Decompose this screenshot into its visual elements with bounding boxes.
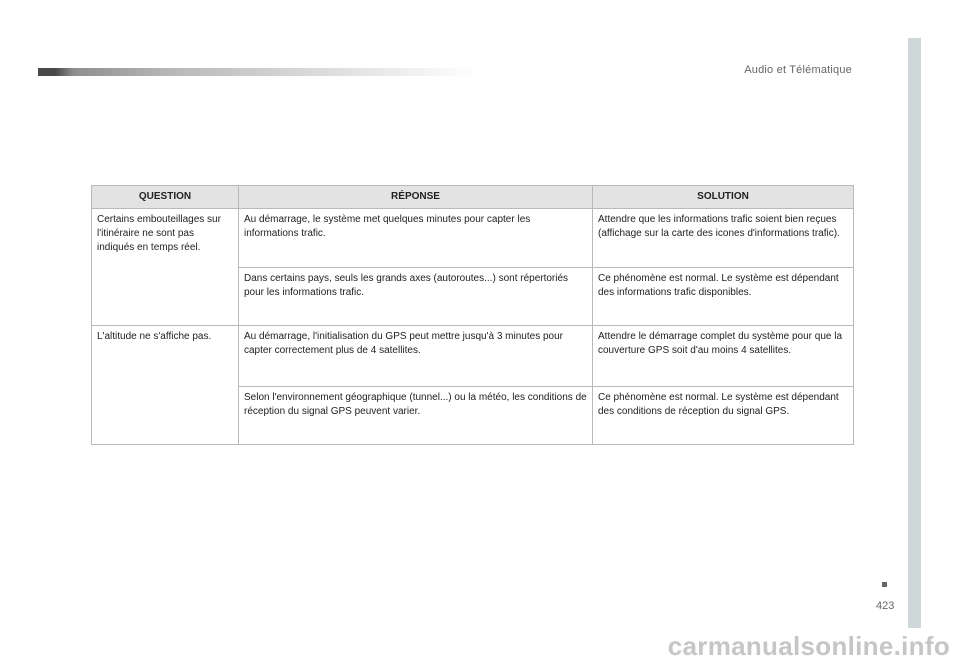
table-row xyxy=(92,268,854,326)
table-row xyxy=(92,209,854,268)
table-row xyxy=(92,387,854,445)
reponse-cell: Dans certains pays, seuls les grands axes (autoroutes...) sont répertoriés pour les informations trafic. xyxy=(239,268,593,326)
table-header-row xyxy=(92,186,854,209)
page-number: 423 xyxy=(876,600,895,612)
question-cell-continued xyxy=(92,268,239,326)
solution-cell: Attendre le démarrage complet du système pour que la couverture GPS soit d'au moins 4 satellites. xyxy=(593,326,854,387)
side-tab-strip xyxy=(908,38,921,628)
question-cell-continued xyxy=(92,387,239,445)
watermark: carmanualsonline.info xyxy=(667,631,950,661)
column-header-solution: SOLUTION xyxy=(593,186,854,209)
reponse-cell: Au démarrage, le système met quelques minutes pour capter les informations trafic. xyxy=(239,209,593,268)
section-title: Audio et Télématique xyxy=(744,64,852,76)
column-header-question: QUESTION xyxy=(92,186,239,209)
column-header-reponse: RÉPONSE xyxy=(239,186,593,209)
header-gradient-bar xyxy=(38,68,478,76)
solution-cell: Attendre que les informations trafic soient bien reçues (affichage sur la carte des icones d'informations trafic). xyxy=(593,209,854,268)
question-cell: L'altitude ne s'affiche pas. xyxy=(92,326,239,387)
solution-cell: Ce phénomène est normal. Le système est dépendant des conditions de réception du signal GPS. xyxy=(593,387,854,445)
troubleshooting-table xyxy=(91,185,854,445)
reponse-cell: Au démarrage, l'initialisation du GPS peut mettre jusqu'à 3 minutes pour capter correctement plus de 4 satellites. xyxy=(239,326,593,387)
solution-cell: Ce phénomène est normal. Le système est dépendant des informations trafic disponibles. xyxy=(593,268,854,326)
question-cell: Certains embouteillages sur l'itinéraire ne sont pas indiqués en temps réel. xyxy=(92,209,239,268)
page-marker-icon xyxy=(882,582,887,587)
table-row xyxy=(92,326,854,387)
reponse-cell: Selon l'environnement géographique (tunnel...) ou la météo, les conditions de réception du signal GPS peuvent varier. xyxy=(239,387,593,445)
